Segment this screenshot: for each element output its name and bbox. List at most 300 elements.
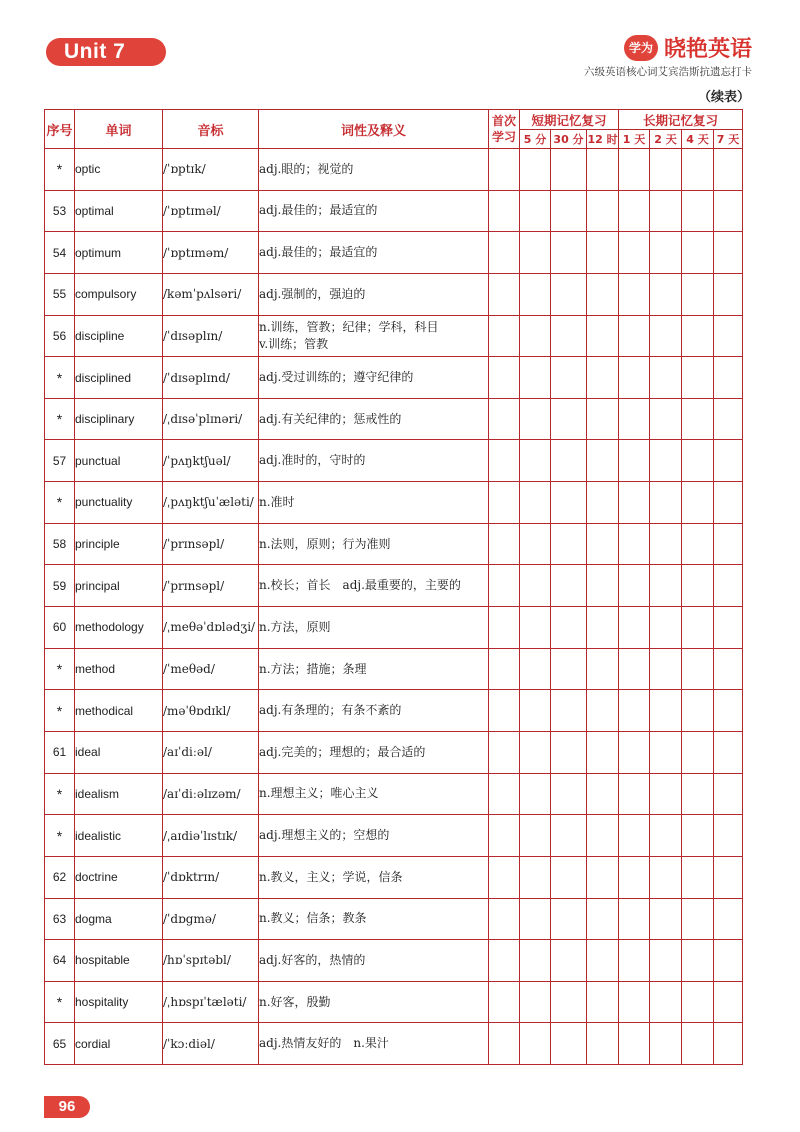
- table-row: [45, 440, 743, 482]
- row-number: 63: [45, 898, 75, 940]
- review-checkbox-cell[interactable]: [682, 482, 714, 524]
- review-checkbox-cell[interactable]: [489, 690, 520, 732]
- row-word: method: [75, 648, 163, 690]
- row-word: optimum: [75, 232, 163, 274]
- table-row: [45, 398, 743, 440]
- review-checkbox-cell[interactable]: [714, 232, 743, 274]
- review-checkbox-cell[interactable]: [714, 357, 743, 399]
- row-word: doctrine: [75, 856, 163, 898]
- review-checkbox-cell[interactable]: [587, 357, 619, 399]
- review-checkbox-cell[interactable]: [587, 1023, 619, 1065]
- definition-line: n.法则，原则；行为准则: [259, 536, 391, 551]
- brand: [624, 32, 752, 63]
- definition-line: n.校长；首长 adj.最重要的，主要的: [259, 578, 461, 593]
- review-checkbox-cell[interactable]: [650, 149, 682, 191]
- review-checkbox-cell[interactable]: [650, 440, 682, 482]
- review-checkbox-cell[interactable]: [650, 856, 682, 898]
- review-checkbox-cell[interactable]: [650, 981, 682, 1023]
- review-checkbox-cell[interactable]: [587, 940, 619, 982]
- review-checkbox-cell[interactable]: [489, 565, 520, 607]
- review-checkbox-cell[interactable]: [489, 357, 520, 399]
- row-phonetic: /ˈprɪnsəpl/: [163, 565, 259, 607]
- review-checkbox-cell[interactable]: [587, 607, 619, 649]
- review-checkbox-cell[interactable]: [682, 731, 714, 773]
- review-checkbox-cell[interactable]: [489, 856, 520, 898]
- header-definition: 词性及释义: [259, 110, 489, 149]
- review-checkbox-cell[interactable]: [682, 1023, 714, 1065]
- review-checkbox-cell[interactable]: [587, 315, 619, 357]
- review-checkbox-cell[interactable]: [489, 149, 520, 191]
- review-checkbox-cell[interactable]: [619, 690, 650, 732]
- review-checkbox-cell[interactable]: [489, 523, 520, 565]
- review-checkbox-cell[interactable]: [650, 940, 682, 982]
- brand-name: 晓艳英语: [663, 37, 752, 62]
- row-number: *: [45, 690, 75, 732]
- review-checkbox-cell[interactable]: [619, 357, 650, 399]
- review-checkbox-cell[interactable]: [682, 773, 714, 815]
- review-checkbox-cell[interactable]: [520, 190, 551, 232]
- header-short-col: 12 时: [587, 130, 619, 149]
- definition-line: adj.眼的；视觉的: [259, 161, 354, 176]
- header-short-col: 5 分: [520, 130, 551, 149]
- continued-label: （续表）: [697, 90, 750, 105]
- review-checkbox-cell[interactable]: [714, 690, 743, 732]
- review-checkbox-cell[interactable]: [587, 898, 619, 940]
- row-word: disciplinary: [75, 398, 163, 440]
- review-checkbox-cell[interactable]: [551, 731, 587, 773]
- row-number: *: [45, 815, 75, 857]
- review-checkbox-cell[interactable]: [682, 856, 714, 898]
- review-checkbox-cell[interactable]: [520, 398, 551, 440]
- row-number: 55: [45, 273, 75, 315]
- review-checkbox-cell[interactable]: [489, 607, 520, 649]
- row-definition: [259, 273, 489, 315]
- review-checkbox-cell[interactable]: [489, 773, 520, 815]
- review-checkbox-cell[interactable]: [619, 815, 650, 857]
- header-ipa: 音标: [163, 110, 259, 149]
- definition-line: n.方法；措施；条理: [259, 661, 367, 676]
- review-checkbox-cell[interactable]: [682, 940, 714, 982]
- review-checkbox-cell[interactable]: [650, 690, 682, 732]
- row-number: *: [45, 482, 75, 524]
- review-checkbox-cell[interactable]: [551, 523, 587, 565]
- review-checkbox-cell[interactable]: [714, 398, 743, 440]
- review-checkbox-cell[interactable]: [520, 940, 551, 982]
- row-phonetic: /ˈdɪsəplɪn/: [163, 315, 259, 357]
- review-checkbox-cell[interactable]: [551, 273, 587, 315]
- review-checkbox-cell[interactable]: [619, 440, 650, 482]
- review-checkbox-cell[interactable]: [489, 398, 520, 440]
- review-checkbox-cell[interactable]: [520, 232, 551, 274]
- review-checkbox-cell[interactable]: [714, 940, 743, 982]
- definition-line: v.训练；管教: [259, 336, 329, 351]
- row-phonetic: /ˈkɔːdiəl/: [163, 1023, 259, 1065]
- row-phonetic: /ˈɒptɪməl/: [163, 190, 259, 232]
- review-checkbox-cell[interactable]: [650, 773, 682, 815]
- row-number: 65: [45, 1023, 75, 1065]
- row-word: dogma: [75, 898, 163, 940]
- row-definition: [259, 1023, 489, 1065]
- review-checkbox-cell[interactable]: [619, 565, 650, 607]
- row-phonetic: /ˌpʌŋktʃuˈæləti/: [163, 482, 259, 524]
- review-checkbox-cell[interactable]: [619, 856, 650, 898]
- definition-line: adj.好客的，热情的: [259, 952, 366, 967]
- header-long-review: 长期记忆复习: [619, 110, 743, 130]
- row-definition: [259, 940, 489, 982]
- review-checkbox-cell[interactable]: [551, 898, 587, 940]
- row-word: idealistic: [75, 815, 163, 857]
- review-checkbox-cell[interactable]: [714, 565, 743, 607]
- review-checkbox-cell[interactable]: [619, 981, 650, 1023]
- review-checkbox-cell[interactable]: [551, 440, 587, 482]
- row-phonetic: /aɪˈdiːəl/: [163, 731, 259, 773]
- row-word: optic: [75, 149, 163, 191]
- table-row: [45, 190, 743, 232]
- review-checkbox-cell[interactable]: [520, 815, 551, 857]
- row-number: *: [45, 149, 75, 191]
- review-checkbox-cell[interactable]: [587, 690, 619, 732]
- review-checkbox-cell[interactable]: [619, 940, 650, 982]
- review-checkbox-cell[interactable]: [650, 273, 682, 315]
- table-row: [45, 315, 743, 357]
- review-checkbox-cell[interactable]: [619, 482, 650, 524]
- review-checkbox-cell[interactable]: [551, 398, 587, 440]
- vocab-table: [44, 109, 743, 1065]
- table-row: [45, 648, 743, 690]
- definition-line: adj.强制的，强迫的: [259, 286, 366, 301]
- header-long-col: 7 天: [714, 130, 743, 149]
- review-checkbox-cell[interactable]: [714, 315, 743, 357]
- row-definition: [259, 607, 489, 649]
- review-checkbox-cell[interactable]: [551, 1023, 587, 1065]
- review-checkbox-cell[interactable]: [714, 190, 743, 232]
- row-definition: [259, 440, 489, 482]
- definition-line: adj.有关纪律的；惩戒性的: [259, 411, 402, 426]
- review-checkbox-cell[interactable]: [619, 731, 650, 773]
- review-checkbox-cell[interactable]: [650, 315, 682, 357]
- review-checkbox-cell[interactable]: [714, 273, 743, 315]
- definition-line: adj.最佳的；最适宜的: [259, 245, 378, 260]
- review-checkbox-cell[interactable]: [489, 232, 520, 274]
- review-checkbox-cell[interactable]: [714, 856, 743, 898]
- review-checkbox-cell[interactable]: [520, 523, 551, 565]
- review-checkbox-cell[interactable]: [714, 523, 743, 565]
- review-checkbox-cell[interactable]: [587, 981, 619, 1023]
- row-phonetic: /ˈprɪnsəpl/: [163, 523, 259, 565]
- review-checkbox-cell[interactable]: [489, 482, 520, 524]
- review-checkbox-cell[interactable]: [551, 149, 587, 191]
- review-checkbox-cell[interactable]: [650, 398, 682, 440]
- row-phonetic: /ˌhɒspɪˈtæləti/: [163, 981, 259, 1023]
- review-checkbox-cell[interactable]: [682, 690, 714, 732]
- review-checkbox-cell[interactable]: [714, 440, 743, 482]
- review-checkbox-cell[interactable]: [551, 607, 587, 649]
- header-word: 单词: [75, 110, 163, 149]
- row-definition: [259, 232, 489, 274]
- row-phonetic: /ˈdɪsəplɪnd/: [163, 357, 259, 399]
- review-checkbox-cell[interactable]: [587, 815, 619, 857]
- row-definition: [259, 690, 489, 732]
- review-checkbox-cell[interactable]: [489, 273, 520, 315]
- definition-line: adj.完美的；理想的；最合适的: [259, 744, 426, 759]
- review-checkbox-cell[interactable]: [587, 149, 619, 191]
- review-checkbox-cell[interactable]: [619, 398, 650, 440]
- review-checkbox-cell[interactable]: [714, 981, 743, 1023]
- row-definition: [259, 731, 489, 773]
- review-checkbox-cell[interactable]: [587, 523, 619, 565]
- review-checkbox-cell[interactable]: [650, 232, 682, 274]
- review-checkbox-cell[interactable]: [489, 1023, 520, 1065]
- review-checkbox-cell[interactable]: [489, 940, 520, 982]
- review-checkbox-cell[interactable]: [682, 523, 714, 565]
- review-checkbox-cell[interactable]: [587, 648, 619, 690]
- review-checkbox-cell[interactable]: [714, 898, 743, 940]
- row-definition: [259, 149, 489, 191]
- review-checkbox-cell[interactable]: [587, 440, 619, 482]
- definition-line: adj.准时的，守时的: [259, 453, 366, 468]
- review-checkbox-cell[interactable]: [489, 981, 520, 1023]
- row-word: compulsory: [75, 273, 163, 315]
- definition-line: n.训练，管教；纪律；学科，科目: [259, 319, 439, 334]
- review-checkbox-cell[interactable]: [551, 232, 587, 274]
- review-checkbox-cell[interactable]: [714, 149, 743, 191]
- review-checkbox-cell[interactable]: [682, 149, 714, 191]
- table-row: [45, 981, 743, 1023]
- row-phonetic: /məˈθɒdɪkl/: [163, 690, 259, 732]
- row-number: *: [45, 357, 75, 399]
- review-checkbox-cell[interactable]: [520, 273, 551, 315]
- row-definition: [259, 398, 489, 440]
- review-checkbox-cell[interactable]: [587, 190, 619, 232]
- review-checkbox-cell[interactable]: [520, 149, 551, 191]
- table-row: [45, 773, 743, 815]
- review-checkbox-cell[interactable]: [489, 731, 520, 773]
- review-checkbox-cell[interactable]: [650, 815, 682, 857]
- table-row: [45, 565, 743, 607]
- header-num: 序号: [45, 110, 75, 149]
- review-checkbox-cell[interactable]: [682, 898, 714, 940]
- review-checkbox-cell[interactable]: [587, 398, 619, 440]
- review-checkbox-cell[interactable]: [714, 607, 743, 649]
- definition-line: n.教义；信条；教条: [259, 911, 367, 926]
- review-checkbox-cell[interactable]: [489, 648, 520, 690]
- review-checkbox-cell[interactable]: [619, 773, 650, 815]
- review-checkbox-cell[interactable]: [682, 315, 714, 357]
- review-checkbox-cell[interactable]: [682, 190, 714, 232]
- review-checkbox-cell[interactable]: [619, 315, 650, 357]
- review-checkbox-cell[interactable]: [551, 190, 587, 232]
- definition-line: n.方法，原则: [259, 619, 331, 634]
- review-checkbox-cell[interactable]: [650, 1023, 682, 1065]
- review-checkbox-cell[interactable]: [587, 232, 619, 274]
- review-checkbox-cell[interactable]: [489, 315, 520, 357]
- review-checkbox-cell[interactable]: [650, 523, 682, 565]
- row-word: methodical: [75, 690, 163, 732]
- review-checkbox-cell[interactable]: [619, 607, 650, 649]
- review-checkbox-cell[interactable]: [650, 607, 682, 649]
- review-checkbox-cell[interactable]: [714, 1023, 743, 1065]
- review-checkbox-cell[interactable]: [619, 648, 650, 690]
- row-definition: [259, 315, 489, 357]
- review-checkbox-cell[interactable]: [551, 981, 587, 1023]
- review-checkbox-cell[interactable]: [650, 482, 682, 524]
- review-checkbox-cell[interactable]: [682, 648, 714, 690]
- row-number: *: [45, 398, 75, 440]
- definition-line: adj.理想主义的；空想的: [259, 828, 390, 843]
- row-number: 54: [45, 232, 75, 274]
- row-phonetic: /ˈmeθəd/: [163, 648, 259, 690]
- row-number: 53: [45, 190, 75, 232]
- row-number: *: [45, 648, 75, 690]
- row-phonetic: /ˈdɒktrɪn/: [163, 856, 259, 898]
- review-checkbox-cell[interactable]: [619, 232, 650, 274]
- review-checkbox-cell[interactable]: [520, 898, 551, 940]
- row-phonetic: /ˌmeθəˈdɒlədʒi/: [163, 607, 259, 649]
- review-checkbox-cell[interactable]: [650, 565, 682, 607]
- review-checkbox-cell[interactable]: [520, 440, 551, 482]
- row-word: discipline: [75, 315, 163, 357]
- review-checkbox-cell[interactable]: [682, 357, 714, 399]
- review-checkbox-cell[interactable]: [682, 398, 714, 440]
- table-row: [45, 690, 743, 732]
- review-checkbox-cell[interactable]: [650, 357, 682, 399]
- subtitle: 六级英语核心词艾宾浩斯抗遗忘打卡: [584, 66, 752, 78]
- review-checkbox-cell[interactable]: [489, 440, 520, 482]
- review-checkbox-cell[interactable]: [682, 981, 714, 1023]
- review-checkbox-cell[interactable]: [714, 648, 743, 690]
- table-row: [45, 482, 743, 524]
- row-phonetic: /ˌdɪsəˈplɪnəri/: [163, 398, 259, 440]
- review-checkbox-cell[interactable]: [682, 565, 714, 607]
- review-checkbox-cell[interactable]: [682, 815, 714, 857]
- table-row: [45, 731, 743, 773]
- row-word: principal: [75, 565, 163, 607]
- review-checkbox-cell[interactable]: [682, 232, 714, 274]
- header-short-review: 短期记忆复习: [520, 110, 619, 130]
- definition-line: n.好客，殷勤: [259, 994, 331, 1009]
- row-number: 60: [45, 607, 75, 649]
- review-checkbox-cell[interactable]: [682, 440, 714, 482]
- review-checkbox-cell[interactable]: [714, 482, 743, 524]
- review-checkbox-cell[interactable]: [619, 273, 650, 315]
- row-number: *: [45, 981, 75, 1023]
- review-checkbox-cell[interactable]: [587, 482, 619, 524]
- review-checkbox-cell[interactable]: [551, 357, 587, 399]
- review-checkbox-cell[interactable]: [619, 190, 650, 232]
- review-checkbox-cell[interactable]: [520, 565, 551, 607]
- row-definition: [259, 648, 489, 690]
- row-word: cordial: [75, 1023, 163, 1065]
- review-checkbox-cell[interactable]: [714, 815, 743, 857]
- row-word: disciplined: [75, 357, 163, 399]
- row-phonetic: /ˈdɒgmə/: [163, 898, 259, 940]
- table-row: [45, 940, 743, 982]
- table-row: [45, 1023, 743, 1065]
- row-definition: [259, 815, 489, 857]
- review-checkbox-cell[interactable]: [619, 1023, 650, 1065]
- row-number: 59: [45, 565, 75, 607]
- row-definition: [259, 190, 489, 232]
- review-checkbox-cell[interactable]: [551, 856, 587, 898]
- review-checkbox-cell[interactable]: [489, 898, 520, 940]
- review-checkbox-cell[interactable]: [520, 773, 551, 815]
- review-checkbox-cell[interactable]: [551, 565, 587, 607]
- review-checkbox-cell[interactable]: [650, 898, 682, 940]
- review-checkbox-cell[interactable]: [520, 690, 551, 732]
- review-checkbox-cell[interactable]: [520, 1023, 551, 1065]
- row-phonetic: /hɒˈspɪtəbl/: [163, 940, 259, 982]
- row-word: methodology: [75, 607, 163, 649]
- review-checkbox-cell[interactable]: [520, 981, 551, 1023]
- review-checkbox-cell[interactable]: [587, 565, 619, 607]
- table-row: [45, 523, 743, 565]
- row-word: ideal: [75, 731, 163, 773]
- row-word: punctuality: [75, 482, 163, 524]
- table-row: [45, 607, 743, 649]
- row-phonetic: /ˈɒptɪk/: [163, 149, 259, 191]
- row-definition: [259, 898, 489, 940]
- definition-line: adj.有条理的；有条不紊的: [259, 703, 402, 718]
- review-checkbox-cell[interactable]: [650, 731, 682, 773]
- header-first-study: 首次学习: [489, 110, 520, 149]
- review-checkbox-cell[interactable]: [682, 607, 714, 649]
- table-row: [45, 898, 743, 940]
- review-checkbox-cell[interactable]: [587, 856, 619, 898]
- review-checkbox-cell[interactable]: [489, 190, 520, 232]
- review-checkbox-cell[interactable]: [551, 648, 587, 690]
- table-row: [45, 273, 743, 315]
- review-checkbox-cell[interactable]: [714, 731, 743, 773]
- review-checkbox-cell[interactable]: [587, 273, 619, 315]
- review-checkbox-cell[interactable]: [587, 731, 619, 773]
- row-number: 57: [45, 440, 75, 482]
- review-checkbox-cell[interactable]: [489, 815, 520, 857]
- row-number: *: [45, 773, 75, 815]
- row-word: principle: [75, 523, 163, 565]
- row-number: 64: [45, 940, 75, 982]
- review-checkbox-cell[interactable]: [551, 940, 587, 982]
- header-long-col: 4 天: [682, 130, 714, 149]
- review-checkbox-cell[interactable]: [520, 648, 551, 690]
- review-checkbox-cell[interactable]: [619, 898, 650, 940]
- review-checkbox-cell[interactable]: [650, 648, 682, 690]
- review-checkbox-cell[interactable]: [520, 482, 551, 524]
- row-word: punctual: [75, 440, 163, 482]
- table-row: [45, 815, 743, 857]
- review-checkbox-cell[interactable]: [650, 190, 682, 232]
- review-checkbox-cell[interactable]: [551, 482, 587, 524]
- review-checkbox-cell[interactable]: [520, 731, 551, 773]
- review-checkbox-cell[interactable]: [520, 315, 551, 357]
- row-phonetic: /kəmˈpʌlsəri/: [163, 273, 259, 315]
- review-checkbox-cell[interactable]: [587, 773, 619, 815]
- review-checkbox-cell[interactable]: [551, 773, 587, 815]
- review-checkbox-cell[interactable]: [520, 856, 551, 898]
- review-checkbox-cell[interactable]: [520, 607, 551, 649]
- review-checkbox-cell[interactable]: [619, 523, 650, 565]
- row-definition: [259, 357, 489, 399]
- review-checkbox-cell[interactable]: [551, 315, 587, 357]
- review-checkbox-cell[interactable]: [520, 357, 551, 399]
- review-checkbox-cell[interactable]: [551, 815, 587, 857]
- review-checkbox-cell[interactable]: [714, 773, 743, 815]
- review-checkbox-cell[interactable]: [619, 149, 650, 191]
- review-checkbox-cell[interactable]: [682, 273, 714, 315]
- row-definition: [259, 482, 489, 524]
- review-checkbox-cell[interactable]: [551, 690, 587, 732]
- definition-line: n.理想主义；唯心主义: [259, 786, 379, 801]
- row-definition: [259, 523, 489, 565]
